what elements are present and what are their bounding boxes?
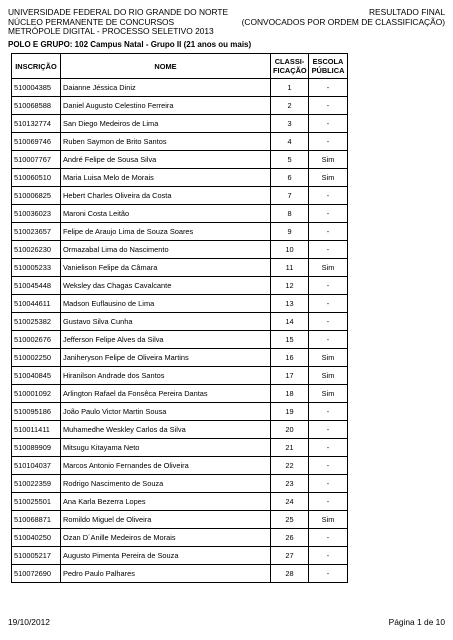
- table-row: [12, 313, 348, 331]
- cell-escola-publica: Sim: [309, 169, 348, 187]
- cell-escola-publica: -: [309, 529, 348, 547]
- cell-classificacao: 26: [271, 529, 309, 547]
- cell-nome: Jefferson Felipe Alves da Silva: [61, 331, 271, 349]
- cell-nome: Maroni Costa Leitão: [61, 205, 271, 223]
- cell-classificacao: 14: [271, 313, 309, 331]
- cell-classificacao: 17: [271, 367, 309, 385]
- cell-inscricao: 510040845: [12, 367, 61, 385]
- cell-escola-publica: Sim: [309, 385, 348, 403]
- cell-nome: Mitsugu Kitayama Neto: [61, 439, 271, 457]
- cell-escola-publica: Sim: [309, 367, 348, 385]
- cell-escola-publica: -: [309, 133, 348, 151]
- table-row: [12, 367, 348, 385]
- cell-escola-publica: Sim: [309, 259, 348, 277]
- cell-nome: Pedro Paulo Palhares: [61, 565, 271, 583]
- table-row: [12, 241, 348, 259]
- cell-classificacao: 4: [271, 133, 309, 151]
- cell-inscricao: 510069746: [12, 133, 61, 151]
- cell-classificacao: 20: [271, 421, 309, 439]
- cell-classificacao: 28: [271, 565, 309, 583]
- cell-nome: Augusto Pimenta Pereira de Souza: [61, 547, 271, 565]
- department-name: NÚCLEO PERMANENTE DE CONCURSOS: [8, 16, 175, 27]
- result-title: RESULTADO FINAL: [368, 7, 445, 17]
- cell-inscricao: 510036023: [12, 205, 61, 223]
- cell-classificacao: 5: [271, 151, 309, 169]
- cell-nome: Ana Karla Bezerra Lopes: [61, 493, 271, 511]
- cell-nome: Rodrigo Nascimento de Souza: [61, 475, 271, 493]
- table-row: [12, 547, 348, 565]
- table-row: [12, 133, 348, 151]
- cell-inscricao: 510060510: [12, 169, 61, 187]
- column-header-escola-line1: ESCOLA: [312, 57, 344, 66]
- table-row: [12, 277, 348, 295]
- cell-escola-publica: -: [309, 331, 348, 349]
- cell-inscricao: 510044611: [12, 295, 61, 313]
- table-row: [12, 169, 348, 187]
- cell-classificacao: 1: [271, 79, 309, 97]
- cell-nome: Maria Luisa Melo de Morais: [61, 169, 271, 187]
- column-header-escola-publica: [309, 54, 348, 79]
- cell-classificacao: 19: [271, 403, 309, 421]
- cell-classificacao: 8: [271, 205, 309, 223]
- cell-escola-publica: -: [309, 79, 348, 97]
- cell-inscricao: 510025501: [12, 493, 61, 511]
- cell-inscricao: 510095186: [12, 403, 61, 421]
- cell-inscricao: 510025382: [12, 313, 61, 331]
- cell-escola-publica: -: [309, 205, 348, 223]
- table-row: [12, 493, 348, 511]
- cell-escola-publica: -: [309, 403, 348, 421]
- cell-escola-publica: -: [309, 547, 348, 565]
- cell-classificacao: 21: [271, 439, 309, 457]
- column-header-escola-line2: PÚBLICA: [311, 66, 345, 75]
- cell-inscricao: 510007767: [12, 151, 61, 169]
- cell-nome: Daniel Augusto Celestino Ferreira: [61, 97, 271, 115]
- table-row: [12, 349, 348, 367]
- column-header-classificacao-line1: CLASSI-: [274, 57, 305, 66]
- table-body: [12, 79, 348, 583]
- table-row: [12, 439, 348, 457]
- cell-nome: Weksley das Chagas Cavalcante: [61, 277, 271, 295]
- cell-escola-publica: Sim: [309, 151, 348, 169]
- table-row: [12, 475, 348, 493]
- result-subtitle: (CONVOCADOS POR ORDEM DE CLASSIFICAÇÃO): [241, 16, 445, 27]
- cell-inscricao: 510005217: [12, 547, 61, 565]
- cell-nome: Romildo Miguel de Oliveira: [61, 511, 271, 529]
- column-header-classificacao: [271, 54, 309, 79]
- cell-classificacao: 23: [271, 475, 309, 493]
- cell-nome: Janiheryson Felipe de Oliveira Martins: [61, 349, 271, 367]
- table-row: [12, 115, 348, 133]
- column-header-classificacao-line2: FICAÇÃO: [273, 66, 307, 75]
- cell-inscricao: 510045448: [12, 277, 61, 295]
- cell-nome: Ruben Saymon de Brito Santos: [61, 133, 271, 151]
- cell-nome: Daianne Jéssica Diniz: [61, 79, 271, 97]
- cell-inscricao: 510011411: [12, 421, 61, 439]
- cell-escola-publica: -: [309, 313, 348, 331]
- cell-escola-publica: -: [309, 97, 348, 115]
- cell-nome: Madson Euflausino de Lima: [61, 295, 271, 313]
- cell-inscricao: 510104037: [12, 457, 61, 475]
- results-table: [11, 53, 348, 583]
- cell-classificacao: 7: [271, 187, 309, 205]
- cell-nome: San Diego Medeiros de Lima: [61, 115, 271, 133]
- cell-inscricao: 510005233: [12, 259, 61, 277]
- cell-nome: Ozan D´Anille Medeiros de Morais: [61, 529, 271, 547]
- column-header-inscricao: INSCRIÇÃO: [12, 54, 61, 79]
- cell-classificacao: 15: [271, 331, 309, 349]
- header-row-3: [8, 27, 445, 37]
- cell-escola-publica: -: [309, 187, 348, 205]
- cell-classificacao: 24: [271, 493, 309, 511]
- cell-escola-publica: -: [309, 475, 348, 493]
- table-row: [12, 295, 348, 313]
- table-row: [12, 385, 348, 403]
- table-row: [12, 421, 348, 439]
- cell-escola-publica: -: [309, 277, 348, 295]
- cell-nome: André Felipe de Sousa Silva: [61, 151, 271, 169]
- cell-classificacao: 11: [271, 259, 309, 277]
- cell-classificacao: 6: [271, 169, 309, 187]
- cell-escola-publica: Sim: [309, 511, 348, 529]
- cell-inscricao: 510023657: [12, 223, 61, 241]
- table-row: [12, 331, 348, 349]
- cell-inscricao: 510040250: [12, 529, 61, 547]
- cell-inscricao: 510022359: [12, 475, 61, 493]
- cell-inscricao: 510002250: [12, 349, 61, 367]
- table-row: [12, 205, 348, 223]
- table-row: [12, 151, 348, 169]
- cell-nome: Muhamedhe Weskley Carlos da Silva: [61, 421, 271, 439]
- cell-escola-publica: -: [309, 421, 348, 439]
- document-footer: [8, 617, 445, 627]
- cell-escola-publica: -: [309, 457, 348, 475]
- cell-classificacao: 18: [271, 385, 309, 403]
- cell-classificacao: 27: [271, 547, 309, 565]
- cell-escola-publica: -: [309, 241, 348, 259]
- process-name: METRÓPOLE DIGITAL - PROCESSO SELETIVO 2013: [8, 26, 214, 37]
- cell-classificacao: 12: [271, 277, 309, 295]
- cell-inscricao: 510089909: [12, 439, 61, 457]
- table-row: [12, 259, 348, 277]
- cell-nome: Felipe de Araujo Lima de Souza Soares: [61, 223, 271, 241]
- cell-nome: Marcos Antonio Fernandes de Oliveira: [61, 457, 271, 475]
- cell-classificacao: 16: [271, 349, 309, 367]
- cell-escola-publica: -: [309, 223, 348, 241]
- cell-nome: Vanielison Felipe da Câmara: [61, 259, 271, 277]
- document-header: [8, 8, 445, 37]
- table-row: [12, 97, 348, 115]
- cell-nome: Hiranilson Andrade dos Santos: [61, 367, 271, 385]
- footer-date: 19/10/2012: [8, 617, 50, 627]
- cell-inscricao: 510006825: [12, 187, 61, 205]
- cell-inscricao: 510072690: [12, 565, 61, 583]
- cell-classificacao: 3: [271, 115, 309, 133]
- cell-nome: Ormazabal Lima do Nascimento: [61, 241, 271, 259]
- cell-classificacao: 9: [271, 223, 309, 241]
- cell-classificacao: 22: [271, 457, 309, 475]
- cell-inscricao: 510068588: [12, 97, 61, 115]
- cell-escola-publica: -: [309, 295, 348, 313]
- cell-inscricao: 510026230: [12, 241, 61, 259]
- table-row: [12, 79, 348, 97]
- table-row: [12, 511, 348, 529]
- cell-inscricao: 510132774: [12, 115, 61, 133]
- cell-escola-publica: Sim: [309, 349, 348, 367]
- table-row: [12, 529, 348, 547]
- cell-classificacao: 25: [271, 511, 309, 529]
- table-row: [12, 403, 348, 421]
- cell-escola-publica: -: [309, 493, 348, 511]
- table-row: [12, 223, 348, 241]
- cell-inscricao: 510068871: [12, 511, 61, 529]
- table-row: [12, 565, 348, 583]
- cell-escola-publica: -: [309, 115, 348, 133]
- cell-classificacao: 13: [271, 295, 309, 313]
- table-row: [12, 457, 348, 475]
- cell-classificacao: 2: [271, 97, 309, 115]
- cell-inscricao: 510002676: [12, 331, 61, 349]
- table-row: [12, 187, 348, 205]
- table-header-row: [12, 54, 348, 79]
- cell-nome: Gustavo Silva Cunha: [61, 313, 271, 331]
- group-title: POLO E GRUPO: 102 Campus Natal - Grupo II (21 anos ou mais): [8, 40, 252, 49]
- footer-page-number: Página 1 de 10: [388, 617, 445, 627]
- cell-nome: Hebert Charles Oliveira da Costa: [61, 187, 271, 205]
- cell-inscricao: 510001092: [12, 385, 61, 403]
- institution-name: UNIVERSIDADE FEDERAL DO RIO GRANDE DO NORTE: [8, 7, 229, 17]
- cell-escola-publica: -: [309, 439, 348, 457]
- cell-escola-publica: -: [309, 565, 348, 583]
- cell-nome: João Paulo Victor Martin Sousa: [61, 403, 271, 421]
- cell-inscricao: 510004385: [12, 79, 61, 97]
- cell-nome: Arlington Rafael da Fonsêca Pereira Dantas: [61, 385, 271, 403]
- cell-classificacao: 10: [271, 241, 309, 259]
- column-header-nome: NOME: [61, 54, 271, 79]
